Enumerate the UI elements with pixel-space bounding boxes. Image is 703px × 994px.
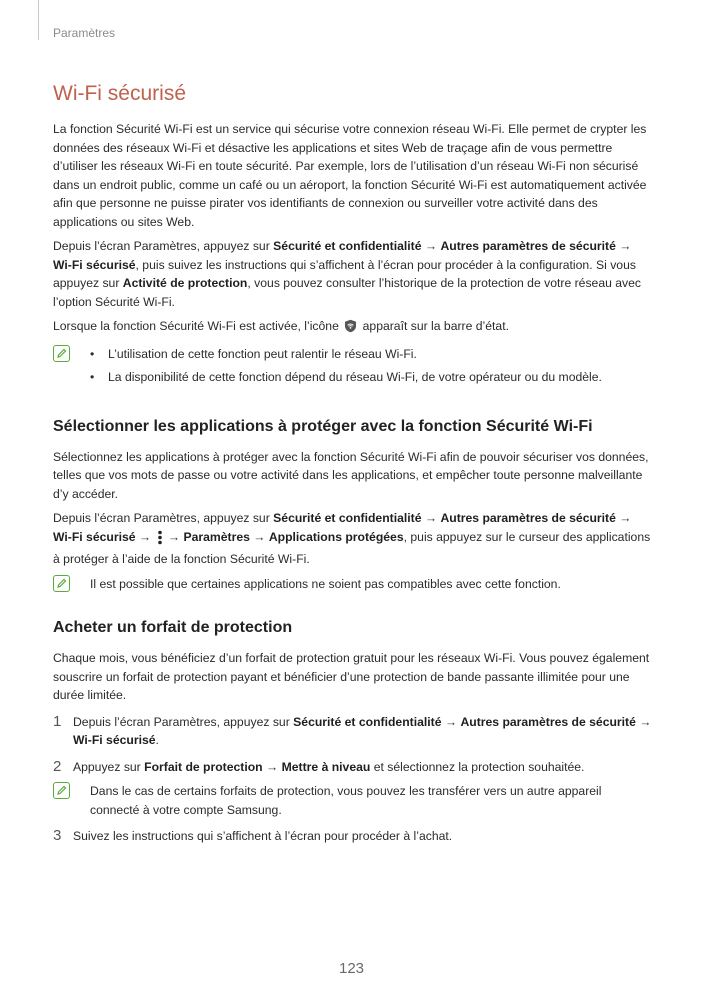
text: Depuis l’écran Paramètres, appuyez sur xyxy=(53,511,274,525)
menu-path: Wi-Fi sécurisé xyxy=(53,529,136,544)
page-title: Wi-Fi sécurisé xyxy=(53,82,187,105)
menu-path: Applications protégées xyxy=(268,529,404,544)
page-content xyxy=(53,82,653,852)
note-pencil-icon xyxy=(53,782,70,799)
note-pencil-icon xyxy=(53,345,70,362)
menu-path: Sécurité et confidentialité xyxy=(273,239,422,253)
section-heading: Acheter un forfait de protection xyxy=(53,619,293,636)
intro-paragraph: La fonction Sécurité Wi-Fi est un service qui sécurise votre connexion réseau Wi-Fi. Elle permet de crypter les données des réseaux Wi-Fi et désactive les applications et sites Web de traçage afin de vous permettre d’utiliser les réseaux Wi-Fi en toute sécurité. Par exemple, lors de l’utilisation d’un réseau Wi-Fi non sécurisé dans un endroit public, comme un café ou un aéroport, la fonction Sécurité Wi-Fi est automatiquement activée afin que personne ne puisse pirater vos identifiants de connexion ou surveiller votre activité dans des applications ou sites Web. xyxy=(53,122,647,229)
text: Depuis l’écran Paramètres, appuyez sur xyxy=(73,714,294,729)
status-icon-paragraph xyxy=(53,317,653,339)
arrow: → xyxy=(615,239,632,253)
step-number: 1 xyxy=(53,712,62,730)
arrow: → xyxy=(135,529,155,544)
shield-wifi-icon xyxy=(344,319,357,339)
header-rule xyxy=(38,0,39,40)
menu-path: Sécurité et confidentialité xyxy=(273,511,422,525)
text: et sélectionnez la protection souhaitée. xyxy=(370,759,585,774)
menu-path: Wi-Fi sécurisé xyxy=(73,733,156,747)
note-box xyxy=(53,575,653,594)
section-paragraph: Sélectionnez les applications à protéger avec la fonction Sécurité Wi-Fi afin de pouvoir sécuriser vos données, telles que vos mots de passe ou votre activité dans les applications, et empêcher toute personne malveillante d’y accéder. xyxy=(53,449,649,501)
note-pencil-icon xyxy=(53,575,70,592)
note-item: • La disponibilité de cette fonction dépend du réseau Wi-Fi, de votre opérateur ou du modèle. xyxy=(90,368,653,387)
note-item: • L’utilisation de cette fonction peut ralentir le réseau Wi-Fi. xyxy=(90,345,653,364)
arrow: → xyxy=(635,714,652,729)
step-1 xyxy=(53,713,653,750)
text: Depuis l’écran Paramètres, appuyez sur xyxy=(53,239,274,253)
arrow: → xyxy=(421,239,441,253)
text: . xyxy=(155,733,159,747)
arrow: → xyxy=(615,511,632,525)
text: Appuyez sur xyxy=(73,759,145,774)
arrow: → xyxy=(164,529,184,544)
text: apparaît sur la barre d’état. xyxy=(359,319,509,333)
menu-path: Sécurité et confidentialité xyxy=(293,714,442,729)
note-text: Il est possible que certaines applications ne soient pas compatibles avec cette fonction. xyxy=(90,576,561,591)
step-2 xyxy=(53,758,653,777)
intro-instructions xyxy=(53,237,653,311)
page-number: 123 xyxy=(338,960,365,977)
step-number: 2 xyxy=(53,757,62,775)
text: , vous pouvez consulter l’historique de la protection de votre réseau avec l’option Sécurité Wi-Fi. xyxy=(53,276,642,309)
text: Lorsque la fonction Sécurité Wi-Fi est activée, l’icône xyxy=(53,319,343,333)
more-options-icon xyxy=(157,530,163,551)
menu-path: Activité de protection xyxy=(122,276,248,290)
note-text: Dans le cas de certains forfaits de protection, vous pouvez les transférer vers un autre appareil connecté à votre compte Samsung. xyxy=(90,784,602,817)
step-text xyxy=(73,758,653,777)
note-box xyxy=(53,345,653,392)
step-number: 3 xyxy=(53,827,62,844)
text: , puis appuyez sur le curseur des applications à protéger à l’aide de la fonction Sécurité Wi-Fi. xyxy=(53,529,651,566)
section-instructions xyxy=(53,509,653,569)
text: , puis suivez les instructions qui s’affichent à l’écran pour procéder à la configuration. Si vous appuyez sur xyxy=(53,257,636,290)
menu-path: Forfait de protection xyxy=(144,759,263,774)
breadcrumb: Paramètres xyxy=(53,26,116,40)
arrow: → xyxy=(262,759,282,774)
menu-path: Autres paramètres de sécurité xyxy=(440,511,616,525)
menu-path: Paramètres xyxy=(183,529,250,544)
arrow: → xyxy=(441,714,461,729)
menu-path: Wi-Fi sécurisé xyxy=(53,257,136,272)
step-text: Suivez les instructions qui s’affichent à l’écran pour procéder à l’achat. xyxy=(73,829,453,843)
step-text xyxy=(73,713,653,750)
section-heading: Sélectionner les applications à protéger avec la fonction Sécurité Wi-Fi xyxy=(53,417,593,435)
menu-path: Mettre à niveau xyxy=(281,759,371,774)
note-body xyxy=(90,345,653,392)
menu-path: Autres paramètres de sécurité xyxy=(440,239,616,253)
note-box xyxy=(53,782,653,819)
step-3 xyxy=(53,827,653,846)
menu-path: Autres paramètres de sécurité xyxy=(460,714,636,729)
arrow: → xyxy=(249,529,269,544)
arrow: → xyxy=(421,511,441,525)
section-paragraph: Chaque mois, vous bénéficiez d’un forfait de protection gratuit pour les réseaux Wi-Fi. Vous pouvez également souscrire un forfait de protection payant et bénéficier d’une protection de bande passante illimitée pour une durée limitée. xyxy=(53,651,650,702)
